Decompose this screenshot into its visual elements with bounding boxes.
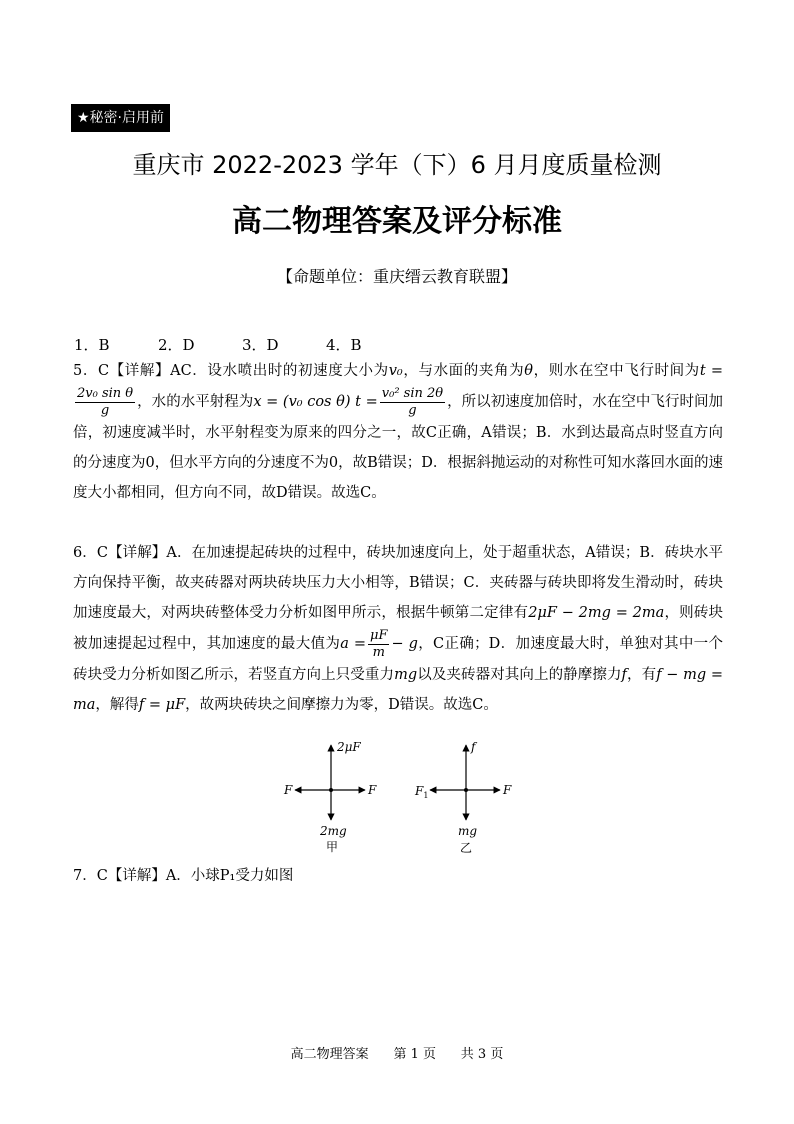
confidential-badge: ★秘密·启用前 xyxy=(71,104,170,132)
time-fraction: $\frac{\text{2v₀ sin θ}}{g}$ xyxy=(77,386,134,418)
range-fraction: $\frac{\text{v₀² sin 2θ}}{g}$ xyxy=(381,386,444,418)
center-point xyxy=(464,788,468,792)
accel-formula-lhs: a = xyxy=(340,636,366,653)
theta-symbol: θ xyxy=(524,363,533,379)
caption-jia: 甲 xyxy=(326,840,339,854)
author-unit: 【命题单位：重庆缙云教育联盟】 xyxy=(276,267,517,286)
page-footer: 高二物理答案 第 1 页 共 3 页 xyxy=(290,1047,504,1062)
range-formula: x = (v₀ cos θ) t = xyxy=(253,394,378,411)
answer-item: 4．B xyxy=(326,336,362,354)
newton-equation: 2μF − 2mg = 2ma xyxy=(528,605,665,621)
question-7-explanation: 7．C【详解】A．小球P₁受力如图 xyxy=(73,868,294,884)
accel-fraction: $\frac{\mu F}{m}$ xyxy=(370,628,388,660)
label-F1: $F_1$ xyxy=(415,784,429,800)
answer-list xyxy=(74,334,410,355)
label-F-left: F xyxy=(284,783,293,797)
force-diagrams xyxy=(270,735,530,865)
question-6-explanation: 6．C【详解】A．在加速提起砖块的过程中，砖块加速度向上，处于超重状态，A错误；B．砖块水平方向保持平衡，故夹砖器对两块砖块压力大小相等，B错误；C．夹砖器与砖块即将发生滑动时，砖块加速度最大，对两块砖整体受力分析如图甲所示，根据牛顿第二定律有2μF − 2mg = 2ma，则砖块被加速提起过程中，其加速度的最大值为a = $\frac{\mu F}{m}$ − g，C正确；D．加速度最大时，单独对其中一个砖块受力分析如图乙所示，若竖直方向上只受重力mg以及夹砖器对其向上的静摩擦力f，有f − mg = ma，解得f = μF，故两块砖块之间摩擦力为零，D错误。故选C。 xyxy=(73,545,724,714)
label-F-right: F xyxy=(503,783,512,797)
v0-symbol: v₀ xyxy=(388,363,403,379)
answer-item: 3．D xyxy=(242,336,279,354)
label-mg: mg xyxy=(458,824,478,838)
answer-item: 1．B xyxy=(74,336,110,354)
force-diagram-yi xyxy=(414,740,512,855)
document-subtitle: 高二物理答案及评分标准 xyxy=(232,204,562,239)
label-2muF: 2μF xyxy=(337,740,361,754)
caption-yi: 乙 xyxy=(460,841,473,855)
question-5-explanation: 5．C【详解】AC．设水喷出时的初速度大小为v₀，与水面的夹角为θ，则水在空中飞行时间为t = $\frac{\text{2v₀ sin θ}}{g}$ ，水的水平射程为x = (v₀ cos θ) t = $\frac{\text{v₀² sin 2θ}}{g}$ ，所以初速度加倍时，水在空中飞行时间加倍，初速度减半时，水平射程变为原来的四分之一，故C正确，A错误；B．水到达最高点时竖直方向的分速度为0，但水平方向的分速度不为0，故B错误；D．根据斜抛运动的对称性可知水落回水面的速度大小都相同，但方向不同，故D错误。故选C。 xyxy=(73,363,724,502)
label-f: f xyxy=(471,740,476,754)
time-formula-lhs: t = xyxy=(699,363,724,379)
answer-item: 2．D xyxy=(158,336,195,354)
force-diagram-jia xyxy=(283,740,377,854)
label-2mg: 2mg xyxy=(320,824,347,838)
label-F-right: F xyxy=(368,783,377,797)
center-point xyxy=(329,788,333,792)
exam-title: 重庆市 2022-2023 学年（下）6 月月度质量检测 xyxy=(132,151,662,179)
